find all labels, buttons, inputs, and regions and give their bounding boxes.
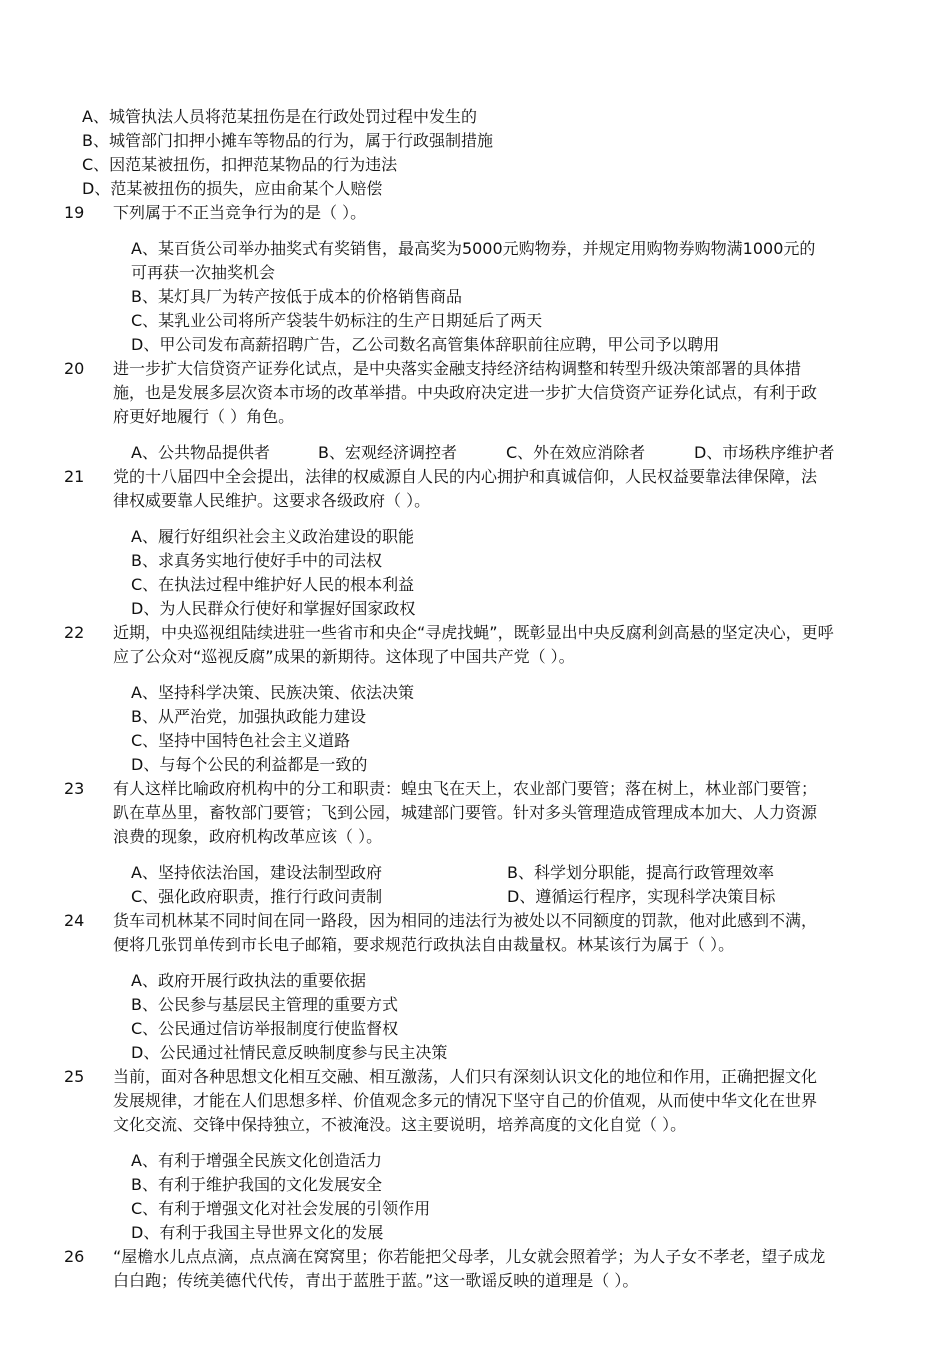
question-number: 20 <box>64 359 85 378</box>
option-c: C、某乳业公司将所产袋装牛奶标注的生产日期延后了两天 <box>131 311 543 330</box>
option-c: C、坚持中国特色社会主义道路 <box>131 731 351 750</box>
option-a: A、城管执法人员将范某扭伤是在行政处罚过程中发生的 <box>82 107 477 126</box>
option-b: B、求真务实地行使好手中的司法权 <box>131 551 382 570</box>
option-a: A、坚持依法治国，建设法制型政府 <box>131 863 382 882</box>
question-number: 19 <box>64 203 85 222</box>
option-a: A、公共物品提供者 <box>131 443 270 462</box>
option-c: C、公民通过信访举报制度行使监督权 <box>131 1019 399 1038</box>
option-c: C、因范某被扭伤，扣押范某物品的行为违法 <box>82 155 398 174</box>
question-stem-line: 便将几张罚单传到市长电子邮箱，要求规范行政执法自由裁量权。林某该行为属于（ ）。 <box>113 935 735 954</box>
option-c: C、外在效应消除者 <box>506 443 646 462</box>
option-c: C、强化政府职责，推行行政问责制 <box>131 887 383 906</box>
question-stem-line: 应了公众对“巡视反腐”成果的新期待。这体现了中国共产党（ ）。 <box>113 647 575 666</box>
option-a: A、政府开展行政执法的重要依据 <box>131 971 366 990</box>
question-number: 25 <box>64 1067 85 1086</box>
option-d: D、甲公司发布高薪招聘广告，乙公司数名高管集体辞职前往应聘，甲公司予以聘用 <box>131 335 720 354</box>
question-stem-line: 发展规律，才能在人们思想多样、价值观念多元的情况下坚守自己的价值观，从而使中华文化在世界 <box>113 1091 818 1110</box>
question-number: 21 <box>64 467 85 486</box>
option-a: A、某百货公司举办抽奖式有奖销售，最高奖为5000元购物券，并规定用购物券购物满1000元的 <box>131 239 816 258</box>
question-number: 24 <box>64 911 85 930</box>
option-c: C、有利于增强文化对社会发展的引领作用 <box>131 1199 431 1218</box>
question-stem-line: 货车司机林某不同时间在同一路段，因为相同的违法行为被处以不同额度的罚款，他对此感到不满， <box>113 911 818 930</box>
option-b: B、宏观经济调控者 <box>318 443 457 462</box>
question-stem-line: 文化交流、交锋中保持独立，不被淹没。这主要说明，培养高度的文化自觉（ ）。 <box>113 1115 687 1134</box>
question-number: 23 <box>64 779 85 798</box>
question-stem-line: 浪费的现象，政府机构改革应该（ ）。 <box>113 827 383 846</box>
option-d: D、有利于我国主导世界文化的发展 <box>131 1223 384 1242</box>
option-b: B、城管部门扣押小摊车等物品的行为，属于行政强制措施 <box>82 131 493 150</box>
option-a: A、坚持科学决策、民族决策、依法决策 <box>131 683 414 702</box>
question-number: 26 <box>64 1247 85 1266</box>
question-stem-line: 当前，面对各种思想文化相互交融、相互激荡，人们只有深刻认识文化的地位和作用，正确把握文化 <box>113 1067 818 1086</box>
option-a: A、履行好组织社会主义政治建设的职能 <box>131 527 414 546</box>
question-stem-line: 府更好地履行（ ）角色。 <box>113 407 295 426</box>
option-d: D、遵循运行程序，实现科学决策目标 <box>507 887 776 906</box>
option-b: B、某灯具厂为转产按低于成本的价格销售商品 <box>131 287 462 306</box>
question-stem-line: 趴在草丛里，畜牧部门要管；飞到公园，城建部门要管。针对多头管理造成管理成本加大、人力资源 <box>113 803 818 822</box>
question-stem-line: 近期，中央巡视组陆续进驻一些省市和央企“寻虎找蝇”，既彰显出中央反腐利剑高悬的坚定决心，更呼 <box>113 623 834 642</box>
question-stem-line: 进一步扩大信贷资产证券化试点，是中央落实金融支持经济结构调整和转型升级决策部署的具体措 <box>113 359 802 378</box>
option-d: D、公民通过社情民意反映制度参与民主决策 <box>131 1043 448 1062</box>
question-stem-line: 施，也是发展多层次资本市场的改革举措。中央政府决定进一步扩大信贷资产证券化试点，有利于政 <box>113 383 818 402</box>
question-stem-line: 有人这样比喻政府机构中的分工和职责：蝗虫飞在天上，农业部门要管；落在树上，林业部门要管； <box>113 779 818 798</box>
question-stem-line: 律权威要靠人民维护。这要求各级政府（ ）。 <box>113 491 431 510</box>
option-d: D、范某被扭伤的损失，应由俞某个人赔偿 <box>82 179 383 198</box>
question-stem-line: 白白跑；传统美德代代传，青出于蓝胜于蓝。”这一歌谣反映的道理是（ ）。 <box>113 1271 639 1290</box>
option-d: D、市场秩序维护者 <box>694 443 835 462</box>
option-b: B、有利于维护我国的文化发展安全 <box>131 1175 382 1194</box>
option-b: B、公民参与基层民主管理的重要方式 <box>131 995 398 1014</box>
option-a-continued: 可再获一次抽奖机会 <box>131 263 276 282</box>
option-b: B、从严治党，加强执政能力建设 <box>131 707 366 726</box>
option-a: A、有利于增强全民族文化创造活力 <box>131 1151 382 1170</box>
question-stem: 下列属于不正当竞争行为的是（ ）。 <box>113 203 367 222</box>
option-b: B、科学划分职能，提高行政管理效率 <box>507 863 774 882</box>
question-stem-line: 党的十八届四中全会提出，法律的权威源自人民的内心拥护和真诚信仰，人民权益要靠法律保障，法 <box>113 467 818 486</box>
option-d: D、为人民群众行使好和掌握好国家政权 <box>131 599 416 618</box>
question-stem-line: “屋檐水儿点点滴，点点滴在窝窝里；你若能把父母孝，儿女就会照着学；为人子女不孝老，望子成龙 <box>113 1247 826 1266</box>
option-d: D、与每个公民的利益都是一致的 <box>131 755 368 774</box>
option-c: C、在执法过程中维护好人民的根本利益 <box>131 575 415 594</box>
question-number: 22 <box>64 623 85 642</box>
